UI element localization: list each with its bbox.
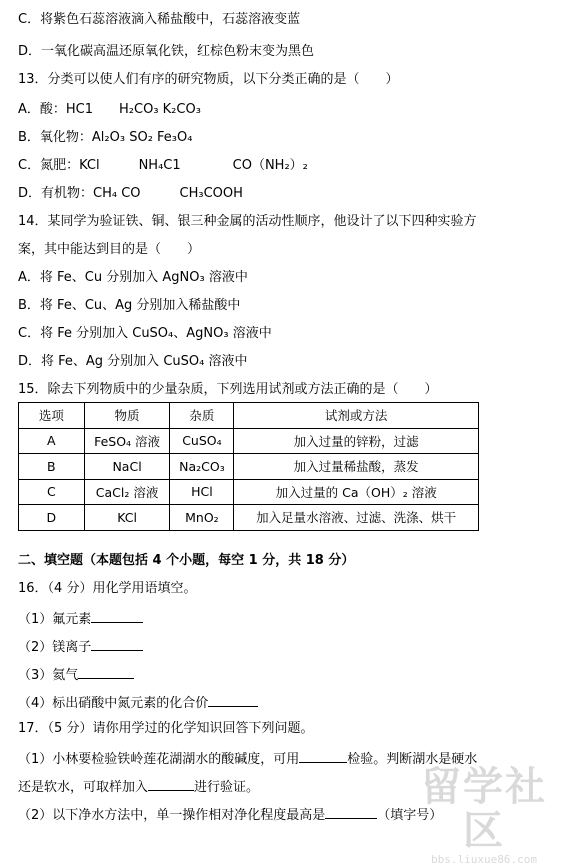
section-2-title: 二、填空题（本题包括 4 个小题，每空 1 分，共 18 分） (18, 553, 355, 568)
question-16-item-3 (18, 664, 134, 685)
answer-blank[interactable] (208, 692, 258, 707)
table-header-cell: 选项 (19, 403, 85, 429)
question-14-line1: 14．某同学为验证铁、铜、银三种金属的活动性顺序，他设计了以下四种实验方 (18, 214, 477, 229)
answer-blank[interactable] (91, 636, 143, 651)
table-header-cell: 物质 (84, 403, 170, 429)
table-row (19, 454, 479, 480)
table-cell: 加入足量水溶液、过滤、洗涤、烘干 (234, 505, 479, 531)
option-13a: A．酸：HC1 H₂CO₃ K₂CO₃ (18, 102, 201, 117)
table-cell: Na₂CO₃ (170, 454, 234, 480)
answer-blank[interactable] (91, 608, 143, 623)
question-text: （1）小林要检验铁岭莲花湖湖水的酸碱度，可用 (18, 752, 300, 767)
table-cell: 加入过量的 Ca（OH）₂ 溶液 (234, 479, 479, 505)
answer-blank[interactable] (299, 748, 347, 763)
option-13c: C．氮肥：KCl NH₄C1 CO（NH₂）₂ (18, 158, 308, 173)
table-row (19, 479, 479, 505)
option-12c: C．将紫色石蕊溶液滴入稀盐酸中，石蕊溶液变蓝 (18, 12, 301, 27)
question-text: 还是软水，可取样加入 (18, 780, 149, 795)
question-text: （2）以下净水方法中，单一操作相对净化程度最高是 (18, 808, 326, 823)
question-17-part-2 (18, 804, 442, 825)
site-watermark (409, 764, 559, 866)
watermark-logo: 留学社区 (421, 764, 547, 854)
option-14b: B．将 Fe、Cu、Ag 分别加入稀盐酸中 (18, 298, 241, 313)
table-cell: NaCl (84, 454, 170, 480)
table-cell: 加入过量的锌粉，过滤 (234, 428, 479, 454)
question-16-item-1 (18, 608, 143, 629)
table-row (19, 428, 479, 454)
table-cell: FeSO₄ 溶液 (84, 428, 170, 454)
option-12d: D．一氧化碳高温还原氧化铁，红棕色粉末变为黑色 (18, 44, 315, 59)
question-13: 13．分类可以使人们有序的研究物质，以下分类正确的是（ ） (18, 72, 399, 87)
question-16: 16．（4 分）用化学用语填空。 (18, 581, 197, 596)
option-14a: A．将 Fe、Cu 分别加入 AgNO₃ 溶液中 (18, 270, 248, 285)
option-13d: D．有机物：CH₄ CO CH₃COOH (18, 186, 243, 201)
table-cell: CaCl₂ 溶液 (84, 479, 170, 505)
question-text: （填字号） (377, 808, 443, 823)
table-cell: CuSO₄ (170, 428, 234, 454)
option-14c: C．将 Fe 分别加入 CuSO₄、AgNO₃ 溶液中 (18, 326, 272, 341)
question-15: 15．除去下列物质中的少量杂质，下列选用试剂或方法正确的是（ ） (18, 382, 438, 397)
answer-blank[interactable] (78, 664, 134, 679)
item-label: （2）镁离子 (18, 640, 92, 655)
option-13b: B．氧化物：Al₂O₃ SO₂ Fe₃O₄ (18, 130, 193, 145)
impurity-table (18, 402, 479, 531)
question-text: 进行验证。 (194, 780, 260, 795)
item-label: （1）氟元素 (18, 612, 92, 627)
table-cell: KCl (84, 505, 170, 531)
table-cell: C (19, 479, 85, 505)
table-cell: 加入过量稀盐酸，蒸发 (234, 454, 479, 480)
table-cell: HCl (170, 479, 234, 505)
question-16-item-4 (18, 692, 258, 713)
table-cell: B (19, 454, 85, 480)
question-17: 17．（5 分）请你用学过的化学知识回答下列问题。 (18, 721, 314, 736)
question-text: 检验。判断湖水是硬水 (347, 752, 478, 767)
answer-blank[interactable] (325, 804, 377, 819)
table-header-cell: 试剂或方法 (234, 403, 479, 429)
question-17-part-1-line2 (18, 776, 259, 797)
table-cell: MnO₂ (170, 505, 234, 531)
table-row (19, 505, 479, 531)
question-14-line2: 案，其中能达到目的是（ ） (18, 242, 201, 257)
table-cell: D (19, 505, 85, 531)
option-14d: D．将 Fe、Ag 分别加入 CuSO₄ 溶液中 (18, 354, 248, 369)
table-header-row (19, 403, 479, 429)
watermark-url: bbs.liuxue86.com (431, 853, 537, 866)
item-label: （4）标出硝酸中氮元素的化合价 (18, 696, 209, 711)
table-header-cell: 杂质 (170, 403, 234, 429)
answer-blank[interactable] (148, 776, 194, 791)
item-label: （3）氦气 (18, 668, 79, 683)
table-cell: A (19, 428, 85, 454)
question-16-item-2 (18, 636, 143, 657)
